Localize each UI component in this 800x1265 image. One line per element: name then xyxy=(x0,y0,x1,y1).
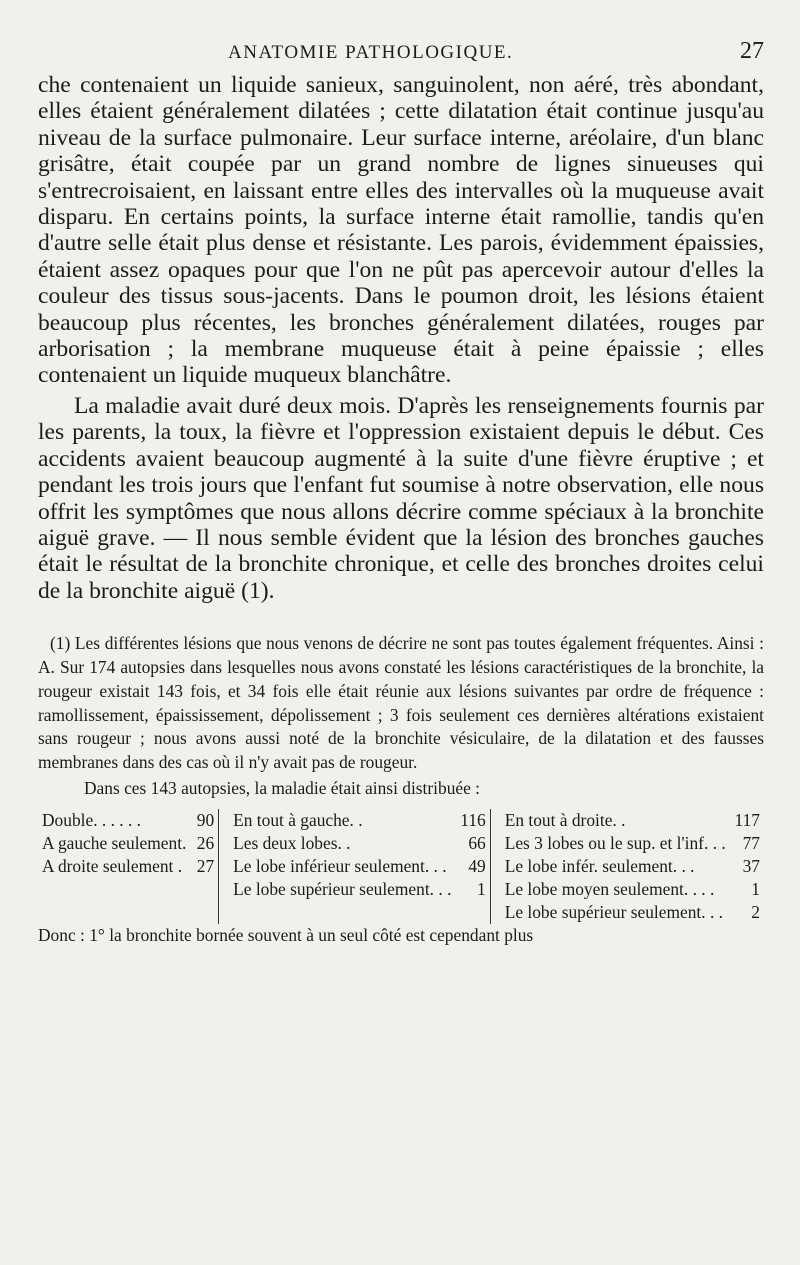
table-cell xyxy=(190,878,218,901)
table-cell xyxy=(190,901,218,924)
table-cell: En tout à droite. . xyxy=(490,809,729,832)
main-text xyxy=(38,72,764,604)
table-cell: 77 xyxy=(742,832,760,853)
table-cell xyxy=(219,901,456,924)
table-cell: 117 xyxy=(734,809,760,830)
page-number: 27 xyxy=(740,38,764,64)
continuation-line: Donc : 1° la bronchite bornée souvent à un seul côté est cependant plus xyxy=(38,924,534,945)
table-cell: 26 xyxy=(196,832,215,853)
table-cell: 116 xyxy=(460,809,486,830)
table-row xyxy=(38,878,764,901)
footnote-text: (1) Les différentes lésions que nous venons de décrire ne sont pas toutes également fréquentes. Ainsi : A. Sur 174 autopsies dans lesquelles nous avons constaté les lésions caractéristiques de la bronchite, la rougeur existait 143 fois, et 34 fois elle était réunie aux lésions suivantes par ordre de fréquence : ramollissement, épaississement, dépolissement ; 3 fois seulement ces dernières altérations existaient sans rougeur ; nous avons aussi noté de la bronchite vésiculaire, de la dilatation et des fausses membranes dans des cas où il n'y avait pas de rougeur. xyxy=(38,633,764,773)
table-cell: Les 3 lobes ou le sup. et l'inf. . . xyxy=(490,832,729,855)
table-cell: Les deux lobes. . xyxy=(219,832,456,855)
table-cell: 37 xyxy=(742,855,760,876)
table-cell xyxy=(38,901,190,924)
paragraph: che contenaient un liquide sanieux, sanguinolent, non aéré, très abondant, elles étaient généralement dilatées ; cette dilatation était continue jusqu'au niveau de la surface pulmonaire. Leur surface interne, aréolaire, d'un blanc grisâtre, était coupée par un grand nombre de lignes sinueuses qui s'entrecroisaient, en laissant entre elles des intervalles où la muqueuse avait disparu. En certains points, la surface interne était ramollie, tandis qu'en d'autre selle était plus dense et résistante. Les parois, évidemment épaissies, étaient assez opaques pour que l'on ne pût pas apercevoir autour d'elles la couleur des tissus sous-jacents. Dans le poumon droit, les lésions étaient beaucoup plus récentes, les bronches généralement dilatées, rouges par arborisation ; la membrane muqueuse était à peine épaissie ; elles contenaient un liquide muqueux blanchâtre. xyxy=(38,72,764,389)
table-cell: 49 xyxy=(468,855,486,876)
table-cell xyxy=(38,878,190,901)
table-cell: 1 xyxy=(477,878,486,899)
table-cell: En tout à gauche. . xyxy=(219,809,456,832)
table-cell: Le lobe supérieur seulement. . . xyxy=(219,878,456,901)
table-cell: 66 xyxy=(468,832,486,853)
table-cell: 1 xyxy=(751,878,760,899)
table-row xyxy=(38,855,764,878)
book-page xyxy=(38,28,764,947)
distribution-intro: Dans ces 143 autopsies, la maladie était ainsi distribuée : xyxy=(84,777,481,798)
table-cell: Le lobe moyen seulement. . . . xyxy=(490,878,729,901)
distribution-table xyxy=(38,809,764,924)
footnote-block xyxy=(38,632,764,947)
table-cell: 90 xyxy=(196,809,215,830)
paragraph: La maladie avait duré deux mois. D'après les renseignements fournis par les parents, la toux, la fièvre et l'oppression existaient depuis le début. Ces accidents avaient beaucoup augmenté à la suite d'une fièvre éruptive ; et pendant les trois jours que l'enfant fut soumise à notre observation, elle nous offrit les symptômes que nous allons décrire comme spéciaux à la bronchite aiguë grave. — Il nous semble évident que la lésion des bronches gauches était le résultat de la bronchite chronique, et celle des bronches droites celui de la bronchite aiguë (1). xyxy=(38,392,764,604)
table-row xyxy=(38,809,764,832)
table-cell: 2 xyxy=(751,901,760,922)
running-title: ANATOMIE PATHOLOGIQUE. xyxy=(228,42,514,63)
table-row xyxy=(38,832,764,855)
table-cell: Le lobe inférieur seulement. . . xyxy=(219,855,456,878)
table-cell: A droite seulement . xyxy=(42,855,183,876)
table-cell: Le lobe supérieur seulement. . . xyxy=(490,901,729,924)
table-cell: Le lobe infér. seulement. . . xyxy=(490,855,729,878)
table-row xyxy=(38,901,764,924)
table-cell xyxy=(455,901,490,924)
running-header xyxy=(38,28,764,62)
table-cell: A gauche seulement. xyxy=(42,832,187,853)
table-cell: 27 xyxy=(196,855,215,876)
table-cell: Double. . . . . . xyxy=(42,809,142,830)
